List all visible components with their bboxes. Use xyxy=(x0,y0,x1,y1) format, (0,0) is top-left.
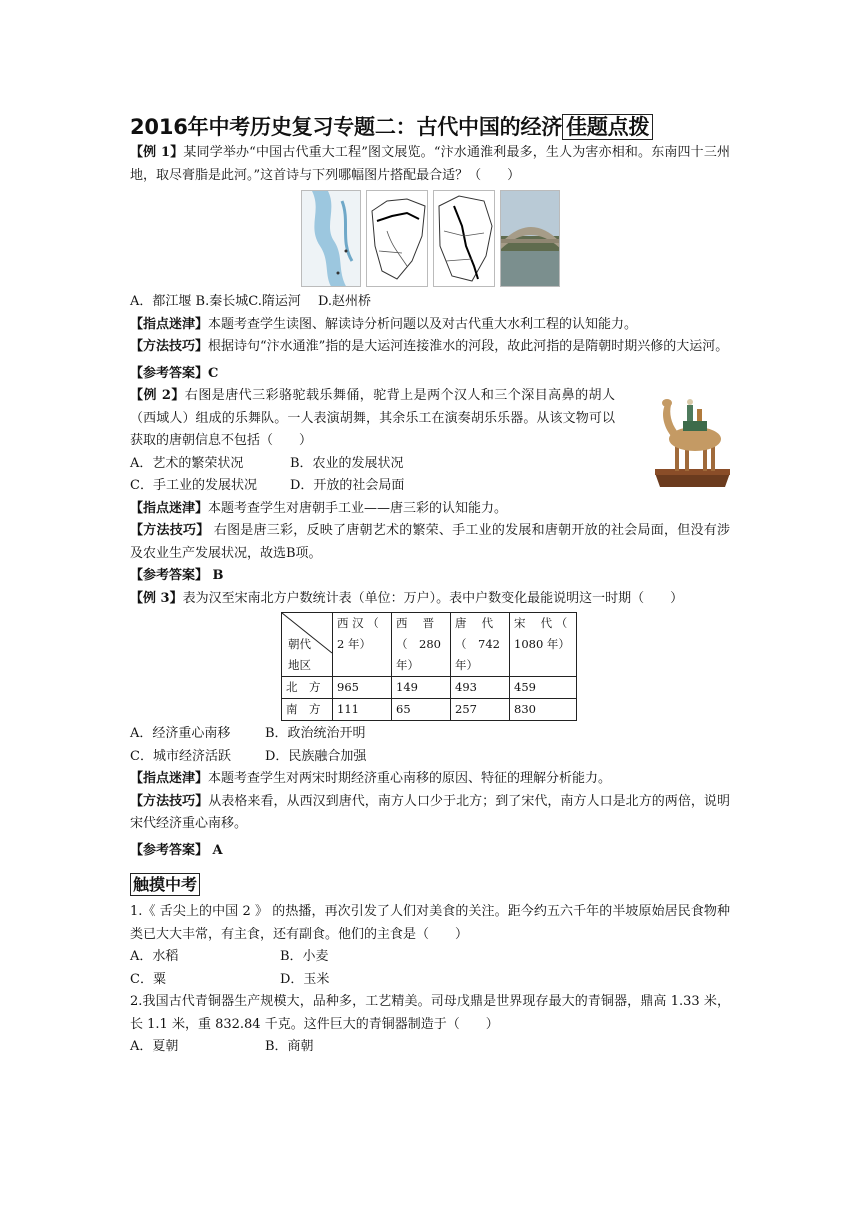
ex2-hint: 【指点迷津】本题考查学生对唐朝手工业——唐三彩的认知能力。 xyxy=(130,500,508,516)
tang-sancai-camel-image xyxy=(645,391,740,491)
page-title xyxy=(130,112,730,142)
table-cell: 65 xyxy=(392,699,451,721)
ex1-answer: 【参考答案】C xyxy=(130,365,219,381)
ex2-question: 【例 2】右图是唐代三彩骆驼载乐舞俑，驼背上是两个汉人和三个深目高鼻的胡人（西域人）组成的乐舞队。一人表演胡舞，其余乐工在演奏胡乐乐器。从该文物可以获取的唐朝信息不包括（ ） xyxy=(130,388,615,448)
household-table xyxy=(281,612,577,721)
table-header-cell: 唐 代 （ 742 年） xyxy=(451,613,510,677)
table-cell: 149 xyxy=(392,677,451,699)
row-label: 北 方 xyxy=(282,677,333,699)
river-map-image xyxy=(301,190,361,287)
table-cell: 111 xyxy=(333,699,392,721)
ex2-method: 【方法技巧】 右图是唐三彩，反映了唐朝艺术的繁荣、手工业的发展和唐朝开放的社会局面，但没有涉及农业生产发展状况，故选B项。 xyxy=(130,523,730,561)
table-row xyxy=(282,699,577,721)
table-header-cell: 宋 代 （ 1080 年） xyxy=(510,613,577,677)
ex3-options-row2: C．城市经济活跃 D．民族融合加强 xyxy=(130,748,367,764)
title-main: 2016年中考历史复习专题二：古代中国的经济 xyxy=(130,115,563,139)
ex1-options: A．都江堰 B.秦长城C.隋运河 D.赵州桥 xyxy=(130,294,372,309)
row-label: 南 方 xyxy=(282,699,333,721)
ex1-question: 【例 1】某同学举办“中国古代重大工程”图文展览。“汴水通淮利最多，生人为害亦相和。东南四十三州地，取尽膏脂是此河。”这首诗与下列哪幅图片搭配最合适？（ ） xyxy=(130,145,730,183)
ex3-hint: 【指点迷津】本题考查学生对两宋时期经济重心南移的原因、特征的理解分析能力。 xyxy=(130,771,612,786)
q2-question: 2.我国古代青铜器生产规模大，品种多，工艺精美。司母戊鼎是世界现存最大的青铜器，鼎高 1.33 米，长 1.1 米，重 832.84 千克。这件巨大的青铜器制造于（ ） xyxy=(130,994,730,1032)
table-header-cell: 西 汉 （ 2 年） xyxy=(333,613,392,677)
table-cell: 493 xyxy=(451,677,510,699)
ex3-question: 【例 3】表为汉至宋南北方户数统计表（单位：万户）。表中户数变化最能说明这一时期（ ） xyxy=(130,590,684,606)
q1-question: 1.《 舌尖上的中国 2 》 的热播，再次引发了人们对美食的关注。距今约五六千年的半坡原始居民食物种类已大大丰常，有主食，还有副食。他们的主食是（ ） xyxy=(130,904,730,942)
ex2-options-row2: C．手工业的发展状况 D．开放的社会局面 xyxy=(130,478,405,493)
ex2-block xyxy=(130,385,730,498)
ex2-answer: 【参考答案】 B xyxy=(130,568,224,583)
table-corner-cell: 朝代 地区 xyxy=(282,613,333,677)
ex3-method: 【方法技巧】从表格来看，从西汉到唐代，南方人口少于北方；到了宋代，南方人口是北方的两倍，说明宋代经济重心南移。 xyxy=(130,793,730,831)
table-cell: 257 xyxy=(451,699,510,721)
table-cell: 459 xyxy=(510,677,577,699)
title-tag: 佳题点拨 xyxy=(562,114,653,140)
great-wall-map-image xyxy=(366,190,428,287)
ex1-hint: 【指点迷津】本题考查学生读图、解读诗分析问题以及对古代重大水利工程的认知能力。 xyxy=(130,316,638,332)
q1-options-row1: A．水稻 B．小麦 xyxy=(130,949,329,964)
canal-map-image xyxy=(433,190,495,287)
zhaozhou-bridge-image xyxy=(500,190,560,287)
q2-options-row1: A．夏朝 B．商朝 xyxy=(130,1039,314,1054)
table-header-cell: 西 晋 （ 280 年） xyxy=(392,613,451,677)
table-cell: 830 xyxy=(510,699,577,721)
ex1-image-row xyxy=(130,190,730,287)
ex3-answer: 【参考答案】 A xyxy=(130,842,223,858)
section-heading: 触摸中考 xyxy=(130,872,730,895)
table-header-row xyxy=(282,613,577,677)
ex1-method: 【方法技巧】根据诗句“汴水通淮”指的是大运河连接淮水的河段，故此河指的是隋朝时期兴修的大运河。 xyxy=(130,339,729,354)
table-cell: 965 xyxy=(333,677,392,699)
ex2-options-row1: A．艺术的繁荣状况 B．农业的发展状况 xyxy=(130,455,404,471)
table-row xyxy=(282,677,577,699)
document-page xyxy=(130,112,730,1059)
ex3-options-row1: A．经济重心南移 B．政治统治开明 xyxy=(130,726,366,741)
q1-options-row2: C．粟 D．玉米 xyxy=(130,971,330,987)
